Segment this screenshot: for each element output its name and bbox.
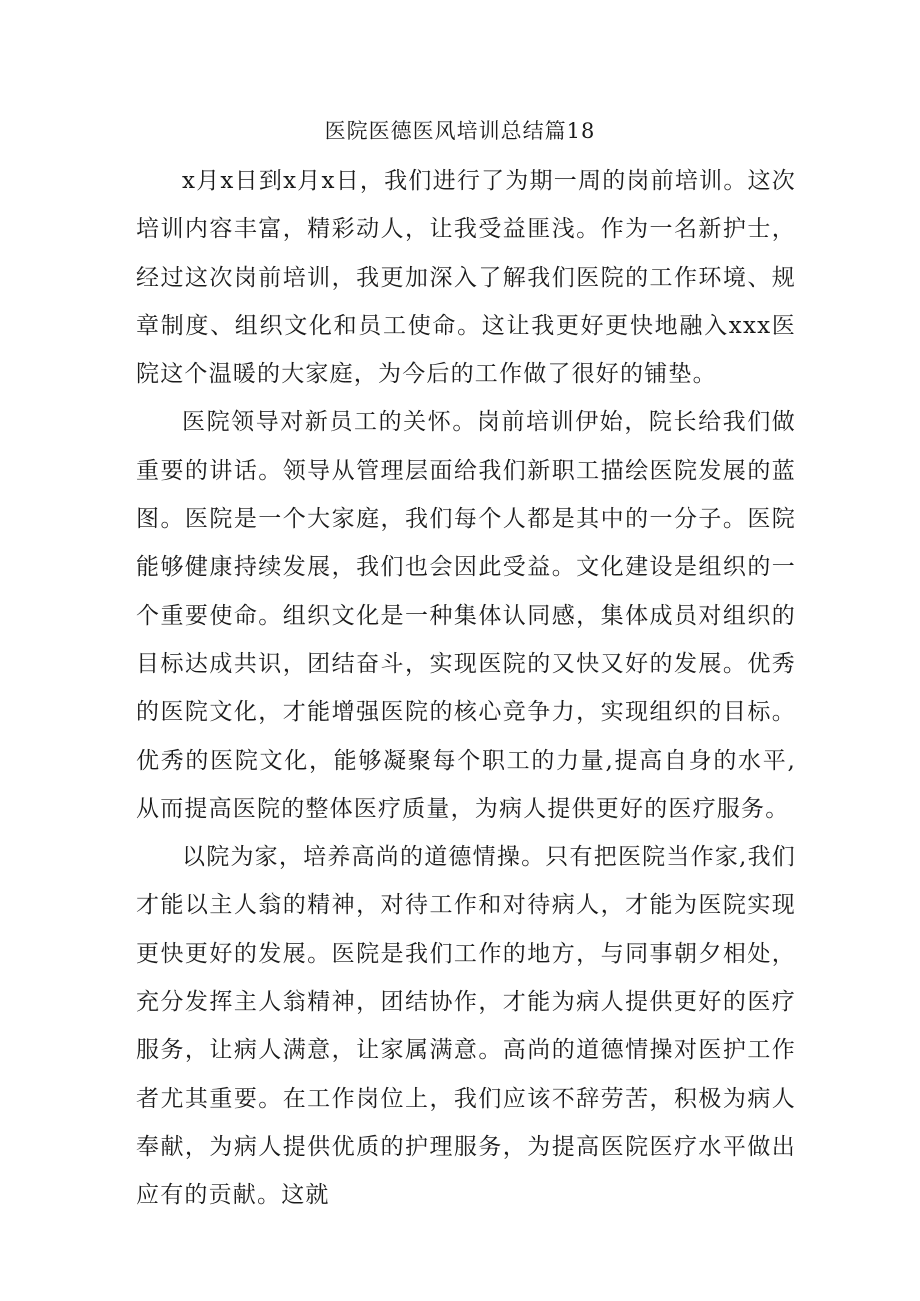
document-body — [136, 157, 796, 1220]
document-title: 医院医德医风培训总结篇18 — [324, 119, 596, 143]
paragraph-3: 以院为家，培养高尚的道德情操。只有把医院当作家,我们才能以主人翁的精神，对待工作和对待病人，才能为医院实现更快更好的发展。医院是我们工作的地方，与同事朝夕相处，充分发挥主人翁精神，团结协作，才能为病人提供更好的医疗服务，让病人满意，让家属满意。高尚的道德情操对医护工作者尤其重要。在工作岗位上，我们应该不辞劳苦，积极为病人奉献，为病人提供优质的护理服务，为提高医院医疗水平做出应有的贡献。这就 — [136, 844, 796, 1209]
paragraph-2: 医院领导对新员工的关怀。岗前培训伊始，院长给我们做重要的讲话。领导从管理层面给我们新职工描绘医院发展的蓝图。医院是一个大家庭，我们每个人都是其中的一分子。医院能够健康持续发展，我们也会因此受益。文化建设是组织的一个重要使命。组织文化是一种集体认同感，集体成员对组织的目标达成共识，团结奋斗，实现医院的又快又好的发展。优秀的医院文化，才能增强医院的核心竞争力，实现组织的目标。优秀的医院文化，能够凝聚每个职工的力量,提高自身的水平,从而提高医院的整体医疗质量，为病人提供更好的医疗服务。 — [136, 409, 796, 822]
paragraph-1: x月x日到x月x日，我们进行了为期一周的岗前培训。这次培训内容丰富，精彩动人，让我受益匪浅。作为一名新护士，经过这次岗前培训，我更加深入了解我们医院的工作环境、规章制度、组织文化和员工使命。这让我更好更快地融入xxx医院这个温暖的大家庭，为今后的工作做了很好的铺垫。 — [136, 168, 796, 388]
